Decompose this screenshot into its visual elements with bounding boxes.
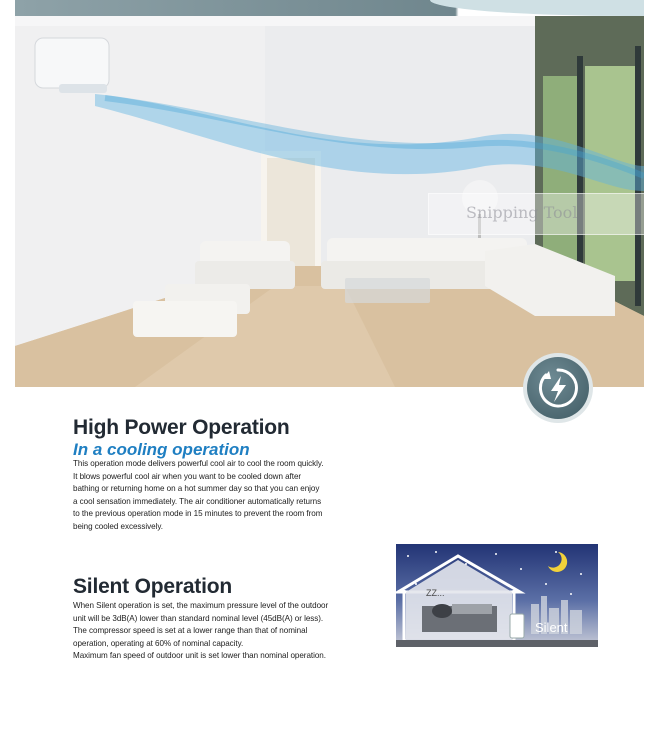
description-line: The compressor speed is set at a lower range than that of nominal <box>73 626 308 636</box>
description-line: Maximum fan speed of outdoor unit is set lower than nominal operation. <box>73 651 326 661</box>
description-line: to the previous operation mode in 15 minutes to prevent the room from <box>73 509 323 519</box>
zz-text: ZZ... <box>426 588 445 598</box>
high-power-title: High Power Operation <box>73 416 290 439</box>
description-line: When Silent operation is set, the maximum pressure level of the outdoor <box>73 601 329 610</box>
lightning-icon <box>527 357 589 419</box>
description-line: bathing or returning home on a hot summer day so that you can enjoy <box>73 484 320 494</box>
high-power-subtitle: In a cooling operation <box>73 440 250 459</box>
silent-title: Silent Operation <box>73 575 232 598</box>
description-line: a cool sensation immediately. The air conditioner automatically returns <box>73 496 322 506</box>
description-line: operation, operating at 60% of nominal capacity. <box>73 638 244 648</box>
high-power-description <box>73 458 338 534</box>
description-line: unit will be 3dB(A) lower than standard nominal level (45dB(A) or less). <box>73 613 324 623</box>
watermark-text: Snipping Tool <box>466 203 578 222</box>
silent-description <box>73 600 338 663</box>
high-power-badge <box>523 353 593 423</box>
description-line: This operation mode delivers powerful cool air to cool the room quickly. <box>73 459 324 468</box>
silent-image-label: Silent <box>535 620 568 635</box>
description-line: being cooled excessively. <box>73 521 163 531</box>
description-line: It blows powerful cool air when you want to be cooled down after <box>73 471 302 481</box>
